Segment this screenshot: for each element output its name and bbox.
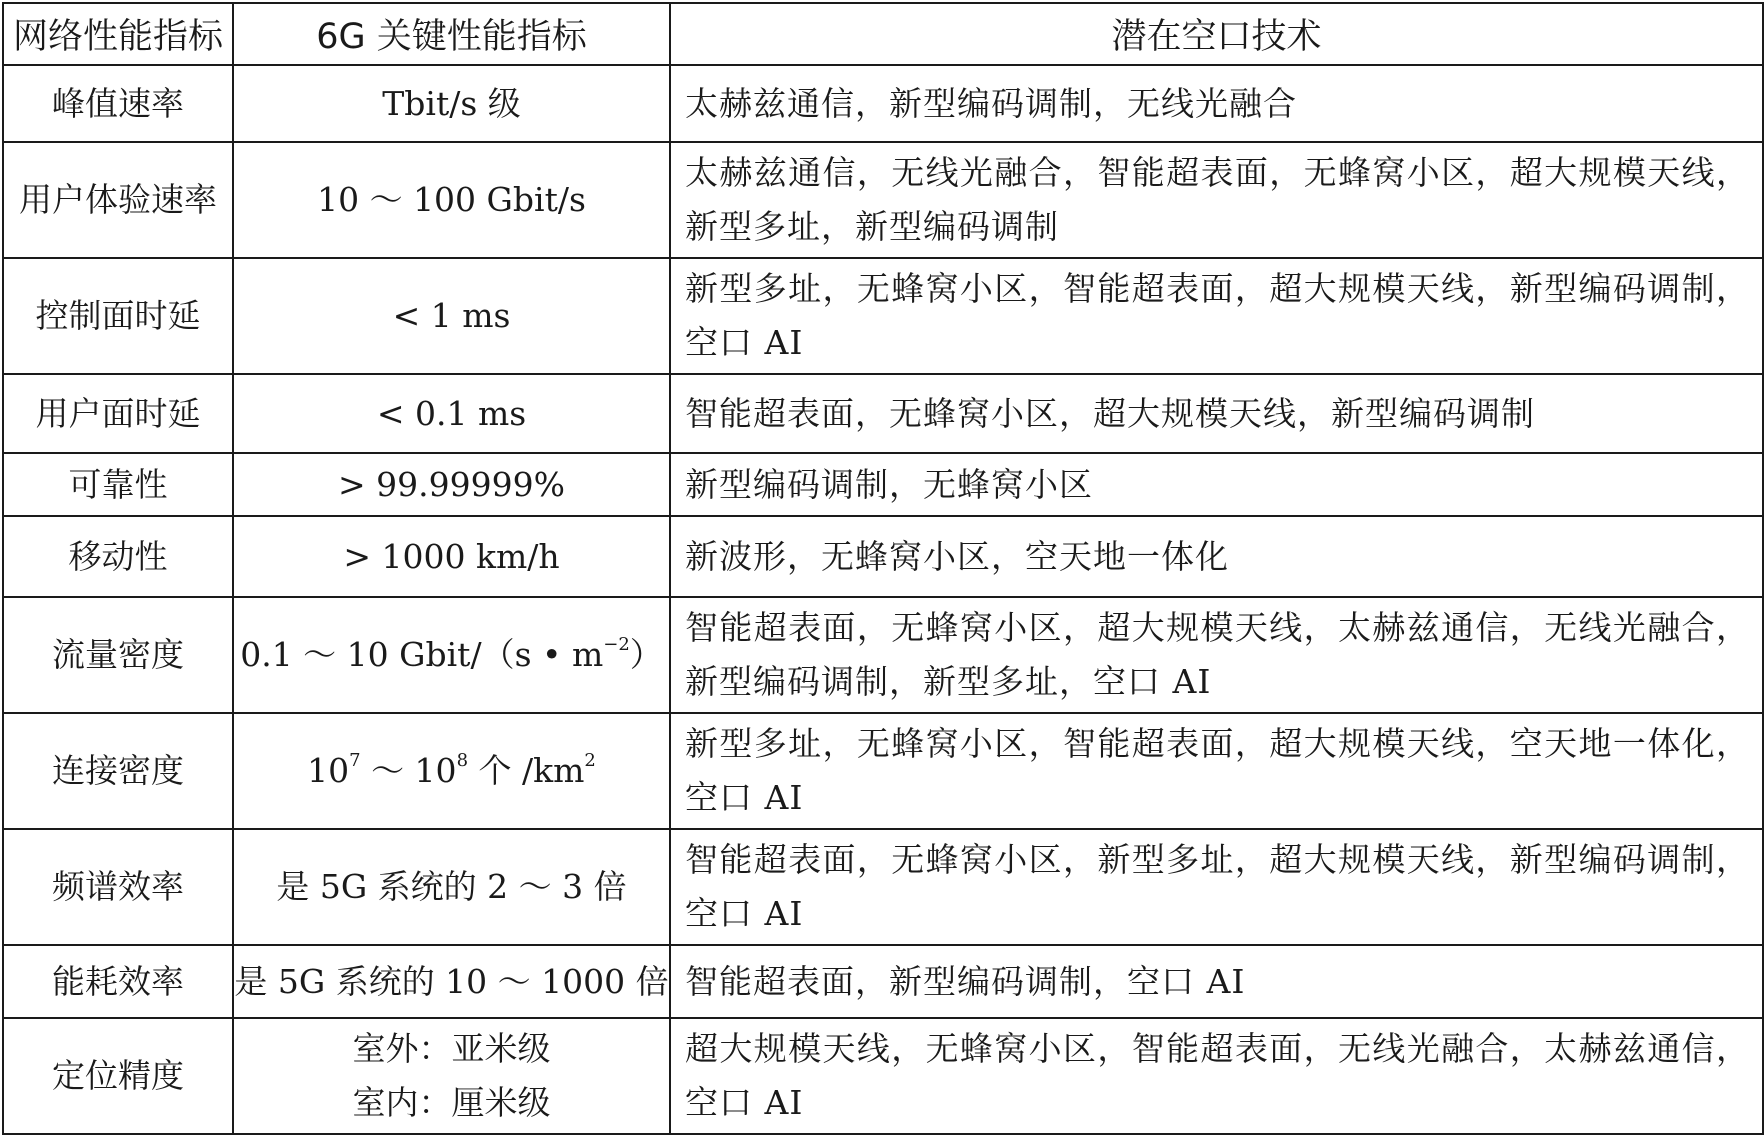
metric-cell: 峰值速率 bbox=[3, 65, 233, 142]
kpi-cell bbox=[233, 597, 670, 713]
tech-cell: 智能超表面，无蜂窝小区，超大规模天线，太赫兹通信，无线光融合，新型编码调制，新型多址，空口 AI bbox=[670, 597, 1763, 713]
table-header-row bbox=[3, 3, 1763, 65]
metric-cell: 定位精度 bbox=[3, 1018, 233, 1134]
tech-cell: 超大规模天线，无蜂窝小区，智能超表面，无线光融合，太赫兹通信，空口 AI bbox=[670, 1018, 1763, 1134]
header-tech: 潜在空口技术 bbox=[670, 3, 1763, 65]
kpi-a-exponent: 7 bbox=[349, 750, 361, 771]
kpi-tail: 个 /km bbox=[468, 751, 585, 790]
kpi-table bbox=[2, 2, 1764, 1135]
kpi-cell bbox=[233, 1018, 670, 1134]
kpi-cell: 是 5G 系统的 2 ～ 3 倍 bbox=[233, 829, 670, 945]
kpi-cell: Tbit/s 级 bbox=[233, 65, 670, 142]
metric-cell: 用户面时延 bbox=[3, 374, 233, 453]
table-row bbox=[3, 258, 1763, 374]
table-row bbox=[3, 1018, 1763, 1134]
tech-cell: 新波形，无蜂窝小区，空天地一体化 bbox=[670, 516, 1763, 597]
table-row bbox=[3, 597, 1763, 713]
tech-cell: 太赫兹通信，新型编码调制，无线光融合 bbox=[670, 65, 1763, 142]
kpi-tail-exponent: 2 bbox=[584, 750, 596, 771]
table-row bbox=[3, 65, 1763, 142]
metric-cell: 频谱效率 bbox=[3, 829, 233, 945]
kpi-cell: < 1 ms bbox=[233, 258, 670, 374]
tech-cell: 新型多址，无蜂窝小区，智能超表面，超大规模天线，空天地一体化，空口 AI bbox=[670, 713, 1763, 829]
kpi-exponent: −2 bbox=[603, 634, 630, 655]
table-row bbox=[3, 142, 1763, 258]
tech-cell: 智能超表面，新型编码调制，空口 AI bbox=[670, 945, 1763, 1018]
table-row bbox=[3, 516, 1763, 597]
metric-cell: 移动性 bbox=[3, 516, 233, 597]
header-metric: 网络性能指标 bbox=[3, 3, 233, 65]
metric-cell: 能耗效率 bbox=[3, 945, 233, 1018]
kpi-base: 0.1 ～ 10 Gbit/（s • m bbox=[240, 635, 604, 674]
metric-cell: 连接密度 bbox=[3, 713, 233, 829]
kpi-line-indoor: 室内：厘米级 bbox=[352, 1083, 551, 1122]
kpi-cell: > 1000 km/h bbox=[233, 516, 670, 597]
kpi-cell: 是 5G 系统的 10 ～ 1000 倍 bbox=[233, 945, 670, 1018]
kpi-mid: ～ 10 bbox=[360, 751, 457, 790]
table-row bbox=[3, 945, 1763, 1018]
kpi-cell: 10 ～ 100 Gbit/s bbox=[233, 142, 670, 258]
kpi-cell bbox=[233, 713, 670, 829]
kpi-cell: < 0.1 ms bbox=[233, 374, 670, 453]
kpi-tail: ） bbox=[629, 635, 663, 674]
tech-cell: 新型编码调制，无蜂窝小区 bbox=[670, 453, 1763, 516]
metric-cell: 控制面时延 bbox=[3, 258, 233, 374]
header-kpi: 6G 关键性能指标 bbox=[233, 3, 670, 65]
tech-cell: 新型多址，无蜂窝小区，智能超表面，超大规模天线，新型编码调制，空口 AI bbox=[670, 258, 1763, 374]
metric-cell: 可靠性 bbox=[3, 453, 233, 516]
kpi-cell: > 99.99999% bbox=[233, 453, 670, 516]
table-row bbox=[3, 453, 1763, 516]
tech-cell: 太赫兹通信，无线光融合，智能超表面，无蜂窝小区，超大规模天线，新型多址，新型编码调制 bbox=[670, 142, 1763, 258]
table-row bbox=[3, 374, 1763, 453]
metric-cell: 用户体验速率 bbox=[3, 142, 233, 258]
kpi-a: 10 bbox=[307, 751, 350, 790]
table-row bbox=[3, 713, 1763, 829]
table-row bbox=[3, 829, 1763, 945]
kpi-b-exponent: 8 bbox=[456, 750, 469, 771]
table-container bbox=[2, 2, 1764, 1135]
metric-cell: 流量密度 bbox=[3, 597, 233, 713]
tech-cell: 智能超表面，无蜂窝小区，新型多址，超大规模天线，新型编码调制，空口 AI bbox=[670, 829, 1763, 945]
tech-cell: 智能超表面，无蜂窝小区，超大规模天线，新型编码调制 bbox=[670, 374, 1763, 453]
kpi-line-outdoor: 室外：亚米级 bbox=[352, 1029, 551, 1068]
